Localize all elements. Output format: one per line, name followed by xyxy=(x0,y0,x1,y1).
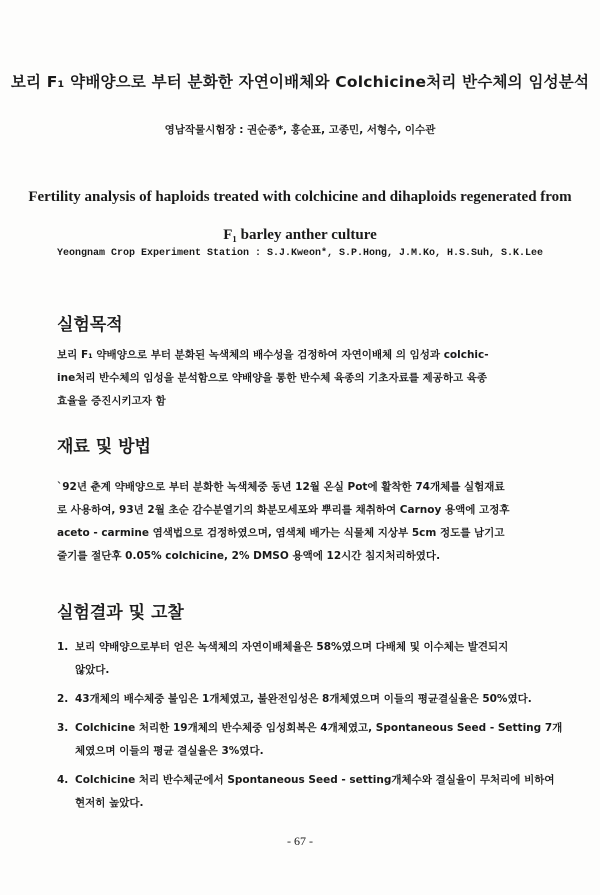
paragraph-line: 효율을 증진시키고자 함 xyxy=(57,395,166,407)
item-text: 보리 약배양으로부터 얻은 녹색체의 자연이배체율은 58%였으며 다배체 및 이수체는 발견되지 xyxy=(75,641,509,653)
item-number: 1. xyxy=(57,641,69,653)
item-number: 3. xyxy=(57,722,69,734)
list-item xyxy=(57,688,577,711)
list-item xyxy=(57,636,577,682)
paragraph-line: 보리 F₁ 약배양으로 부터 분화된 녹색체의 배수성을 검정하여 자연이배체 의 임성과 colchic- xyxy=(57,349,489,361)
list-item xyxy=(57,769,577,815)
list-item xyxy=(57,717,577,763)
item-number: 2. xyxy=(57,693,69,705)
item-text: 43개체의 배수체중 불임은 1개체였고, 불완전임성은 8개체였으며 이들의 평균결실율은 50%였다. xyxy=(75,693,532,705)
item-number: 4. xyxy=(57,774,69,786)
english-title xyxy=(0,178,600,254)
materials-paragraph xyxy=(57,476,547,568)
english-title-line-2: F₁ barley anther culture xyxy=(223,227,377,243)
section-heading-purpose: 실험목적 xyxy=(57,315,123,335)
item-text: 않았다. xyxy=(75,664,110,676)
paragraph-line: 로 사용하여, 93년 2월 초순 감수분열기의 화분모세포와 뿌리를 채취하여 Carnoy 용액에 고정후 xyxy=(57,504,510,516)
korean-title: 보리 F₁ 약배양으로 부터 분화한 자연이배체와 Colchicine처리 반수체의 임성분석 xyxy=(10,73,590,91)
item-text: Colchicine 처리 반수체군에서 Spontaneous Seed - setting개체수와 결실율이 무처리에 비하여 xyxy=(75,774,555,786)
purpose-paragraph xyxy=(57,344,547,413)
paragraph-line: aceto - carmine 염색법으로 검정하였으며, 염색체 배가는 식물체 지상부 5cm 정도를 남기고 xyxy=(57,527,505,539)
item-text: 체였으며 이들의 평균 결실율은 3%였다. xyxy=(75,745,264,757)
page-number: - 67 - xyxy=(287,834,313,848)
korean-authors: 영남작물시험장 : 권순종*, 홍순표, 고종민, 서형수, 이수관 xyxy=(164,124,436,136)
item-text: 현저히 높았다. xyxy=(75,797,144,809)
paragraph-line: `92년 춘계 약배양으로 부터 분화한 녹색체중 동년 12월 온실 Pot에 활착한 74개체를 실험재료 xyxy=(57,481,505,493)
english-title-line-1: Fertility analysis of haploids treated with colchicine and dihaploids regenerated from xyxy=(28,189,572,205)
item-text: Colchicine 처리한 19개체의 반수체중 임성회복은 4개체였고, Spontaneous Seed - Setting 7개 xyxy=(75,722,563,734)
section-heading-results: 실험결과 및 고찰 xyxy=(57,603,184,623)
section-heading-materials: 재료 및 방법 xyxy=(57,437,151,457)
english-authors: Yeongnam Crop Experiment Station : S.J.Kweon*, S.P.Hong, J.M.Ko, H.S.Suh, S.K.Lee xyxy=(56,248,544,259)
paragraph-line: ine처리 반수체의 임성을 분석함으로 약배양을 통한 반수체 육종의 기초자료를 제공하고 육종 xyxy=(57,372,488,384)
results-list xyxy=(57,636,577,821)
paragraph-line: 줄기를 절단후 0.05% colchicine, 2% DMSO 용액에 12시간 침지처리하였다. xyxy=(57,550,441,562)
